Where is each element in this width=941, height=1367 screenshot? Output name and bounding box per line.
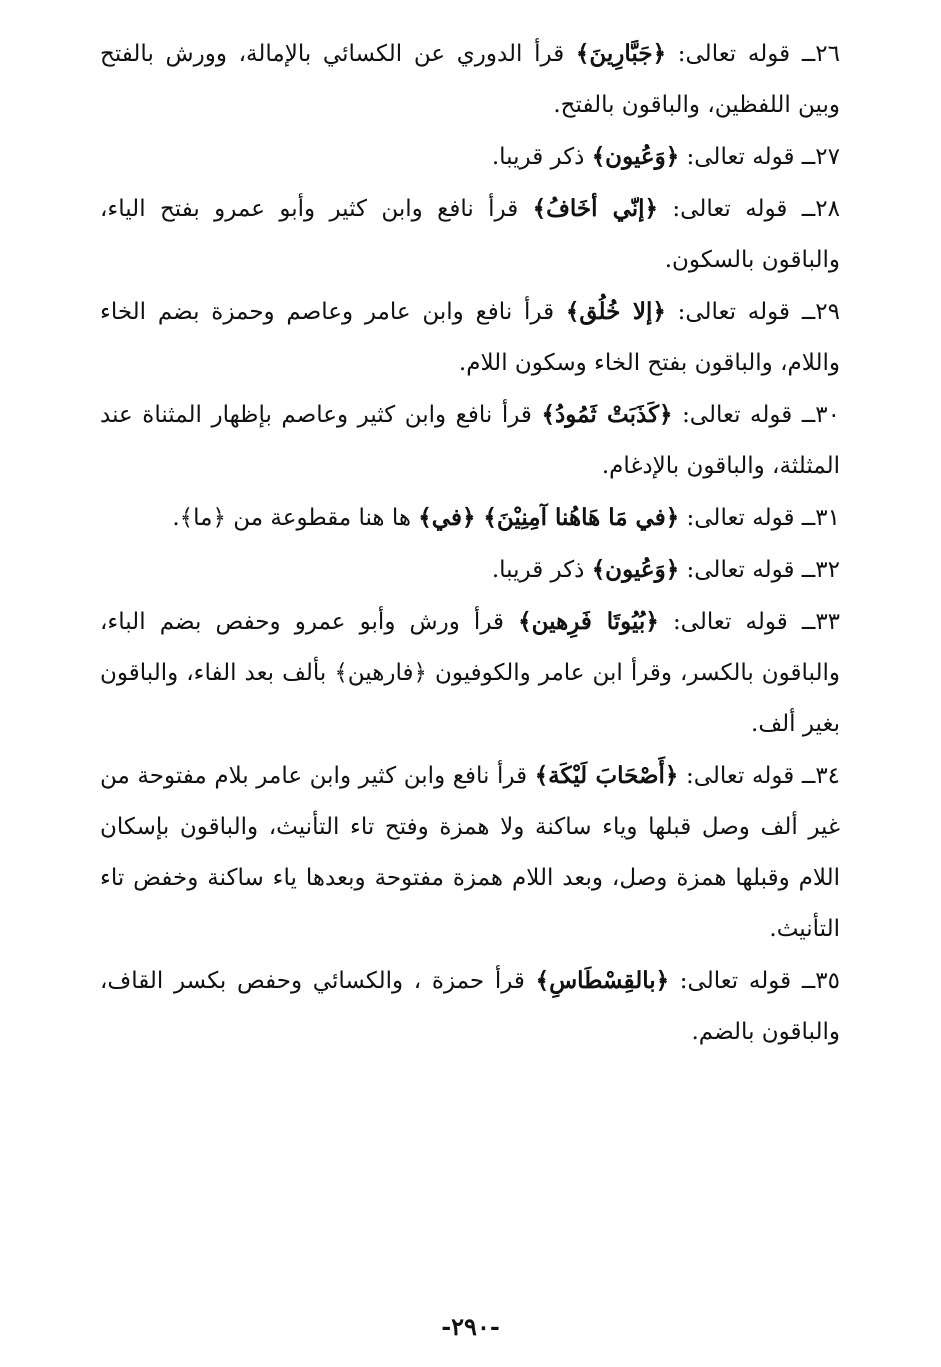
entry-text: قرأ ورش وأبو عمرو وحفص بضم الباء، والباقون بالكسر، وقرأ ابن عامر والكوفيون ﴿فارهين﴾ بألف بعد الفاء، والباقون بغير ألف. bbox=[100, 609, 840, 737]
entry-intro: قوله تعالى: bbox=[686, 505, 795, 531]
entry-intro: قوله تعالى: bbox=[686, 144, 795, 170]
entry-26 bbox=[100, 28, 840, 131]
entry-30 bbox=[100, 389, 840, 492]
entry-text: قرأ الدوري عن الكسائي بالإمالة، وورش بالفتح وبين اللفظين، والباقون بالفتح. bbox=[100, 41, 840, 118]
entry-intro: قوله تعالى: bbox=[682, 402, 793, 428]
entry-intro: قوله تعالى: bbox=[679, 968, 792, 994]
entry-text: ذكر قريبا. bbox=[491, 144, 585, 170]
quran-word: ﴿إنّي أخَافُ﴾ bbox=[532, 195, 659, 222]
entry-28 bbox=[100, 183, 840, 286]
entry-text: قرأ نافع وابن عامر وعاصم وحمزة بضم الخاء واللام، والباقون بفتح الخاء وسكون اللام. bbox=[100, 299, 840, 376]
page-number: -٢٩٠- bbox=[441, 1312, 500, 1341]
entry-number: ٢٩ــ bbox=[801, 299, 841, 325]
entry-intro: قوله تعالى: bbox=[685, 763, 795, 789]
entry-text: قرأ نافع وابن كثير وعاصم بإظهار المثناة عند المثلثة، والباقون بالإدغام. bbox=[100, 402, 840, 479]
entry-intro: قوله تعالى: bbox=[677, 41, 791, 67]
quran-word: ﴿وَعُيون﴾ bbox=[591, 556, 680, 583]
entry-number: ٣٣ــ bbox=[801, 609, 841, 635]
quran-word: ﴿بالقِسْطَاسِ﴾ bbox=[535, 967, 670, 994]
page-body bbox=[100, 28, 840, 1058]
entry-number: ٣٠ــ bbox=[801, 402, 841, 428]
entry-intro: قوله تعالى: bbox=[677, 299, 791, 325]
quran-word: ﴿إلا خُلُق﴾ bbox=[565, 298, 666, 325]
entry-text: ها هنا مقطوعة من ﴿ما﴾. bbox=[172, 505, 411, 531]
entry-intro: قوله تعالى: bbox=[672, 196, 788, 222]
entry-35 bbox=[100, 955, 840, 1058]
entry-intro: قوله تعالى: bbox=[672, 609, 788, 635]
entry-text: قرأ نافع وابن كثير وابن عامر بلام مفتوحة من غير ألف وصل قبلها وياء ساكنة ولا همزة وفتح تاء التأنيث، والباقون بإسكان اللام وقبلها همزة وصل، وبعد اللام همزة مفتوحة وبعدها ياء ساكنة وخفض تاء التأنيث. bbox=[100, 763, 840, 942]
quran-word: ﴿كَذَبَتْ ثَمُودُ﴾ bbox=[541, 401, 673, 428]
quran-word: ﴿أَصْحَابَ لَيْكَة﴾ bbox=[534, 762, 679, 789]
entry-text: ذكر قريبا. bbox=[491, 557, 585, 583]
entry-32 bbox=[100, 544, 840, 596]
quran-word: ﴿بُيُوتَا فَرِهين﴾ bbox=[518, 608, 659, 635]
quran-word: ﴿جَبَّارِينَ﴾ bbox=[575, 40, 667, 67]
quran-word: ﴿وَعُيون﴾ bbox=[591, 143, 680, 170]
entry-31 bbox=[100, 492, 840, 544]
entry-number: ٢٧ــ bbox=[801, 144, 840, 170]
entry-text: قرأ حمزة ، والكسائي وحفص بكسر القاف، والباقون بالضم. bbox=[100, 968, 840, 1045]
entry-number: ٢٦ــ bbox=[801, 41, 841, 67]
entry-number: ٣٤ــ bbox=[801, 763, 841, 789]
quran-word: ﴿في مَا هَاهُنا آمِنِيْنَ﴾ ﴿في﴾ bbox=[418, 504, 680, 531]
entry-34 bbox=[100, 750, 840, 955]
entry-number: ٣٥ــ bbox=[801, 968, 841, 994]
entry-text: قرأ نافع وابن كثير وأبو عمرو بفتح الياء، والباقون بالسكون. bbox=[100, 196, 840, 273]
entry-intro: قوله تعالى: bbox=[686, 557, 795, 583]
entry-33 bbox=[100, 596, 840, 750]
entry-27 bbox=[100, 131, 840, 183]
entry-number: ٣٢ــ bbox=[801, 557, 840, 583]
entry-number: ٢٨ــ bbox=[801, 196, 840, 222]
entry-number: ٣١ــ bbox=[801, 505, 840, 531]
entry-29 bbox=[100, 286, 840, 389]
